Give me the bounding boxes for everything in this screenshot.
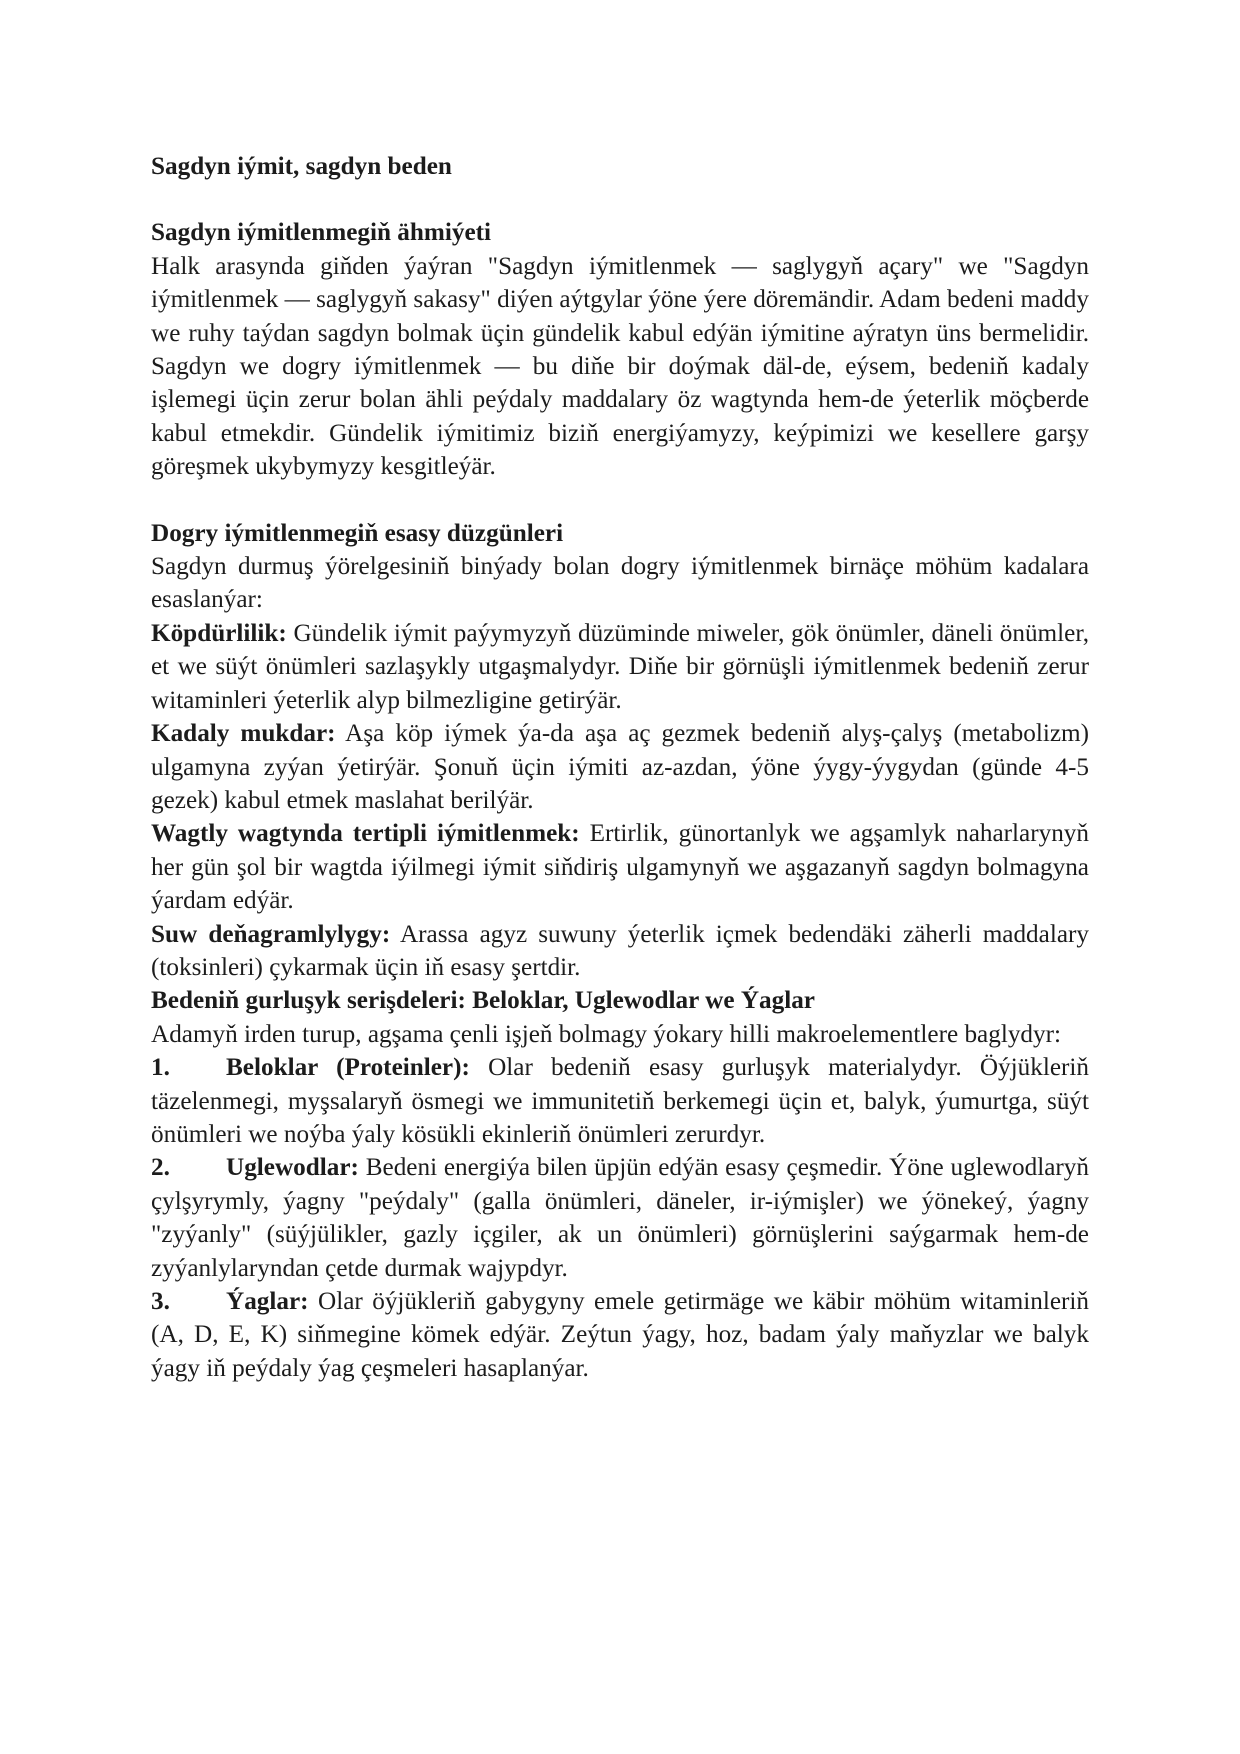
rule-text: Aşa köp iýmek ýa-da aşa aç gezmek bedeniň alyş-çalyş (metabolizm) ulgamyna zyýan ýetirýär. Şonuň üçin iýmiti az-azdan, ýöne ýygy-ýygydan (günde 4-5 gezek) kabul etmek maslahat berilýär. [151, 720, 1090, 814]
section-heading-rules: Dogry iýmitlenmegiň esasy düzgünleri [151, 519, 564, 547]
rule-text: Gündelik iýmit paýymyzyň düzüminde miweler, gök önümler, däneli önümler, et we süýt önümleri sazlaşykly utgaşmalydyr. Diňe bir görnüşli iýmitlenmek bedeniň zerur witaminleri ýeterlik alyp bilmezligine getirýär. [151, 619, 1089, 714]
item-text: Olar öýjükleriň gabygyny emele getirmäge we käbir möhüm witaminleriň (A, D, E, K) siňmegine kömek edýär. Zeýtun ýagy, hoz, badam ýaly maňyzlar we balyk ýagy iň peýdaly ýag çeşmeleri hasaplanýar. [151, 1288, 1089, 1382]
rule-item [151, 617, 1089, 717]
rule-item [151, 717, 1089, 817]
section-heading-macronutrients: Bedeniň gurluşyk serişdeleri: Beloklar, Uglewodlar we Ýaglar [151, 987, 815, 1015]
rule-item [151, 817, 1089, 917]
document-page [151, 150, 1089, 1385]
document-title: Sagdyn iýmit, sagdyn beden [151, 153, 452, 180]
rule-term: Wagtly wagtynda tertipli iýmitlenmek: [151, 820, 580, 848]
rule-item [151, 918, 1089, 985]
item-term: Beloklar (Proteinler): [226, 1054, 470, 1082]
item-text: Olar bedeniň esasy gurluşyk materialydyr. Öýjükleriň täzelenmegi, myşsalaryň ösmegi we immunitetiň berkemegi üçin et, balyk, ýumurtga, süýt önümleri we noýba ýaly kösükli ekinleriň önümleri zerurdyr. [151, 1054, 1089, 1148]
section-gap [151, 484, 1089, 517]
item-term: Uglewodlar: [226, 1154, 359, 1182]
rule-text: Arassa agyz suwuny ýeterlik içmek bedendäki zäherli maddalary (toksinleri) çykarmak üçin iň esasy şertdir. [151, 920, 1089, 981]
item-number: 2. [151, 1154, 170, 1182]
numbered-item [151, 1285, 1089, 1385]
rule-term: Köpdürlilik: [151, 619, 287, 647]
numbered-item [151, 1151, 1089, 1285]
rule-term: Suw deňagramlylygy: [151, 920, 391, 948]
rules-intro: Sagdyn durmuş ýörelgesiniň binýady bolan dogry iýmitlenmek birnäçe möhüm kadalara esaslanýar: [151, 553, 1089, 614]
item-number: 1. [151, 1054, 170, 1082]
section-paragraph-importance: Halk arasynda giňden ýaýran "Sagdyn iýmitlenmek — saglygyň açary" we "Sagdyn iýmitlenmek — saglygyň sakasy" diýen aýtgylar ýöne ýere döremändir. Adam bedeni maddy we ruhy taýdan sagdyn bolmak üçin gündelik kabul edýän iýmitine aýratyn üns bermelidir. Sagdyn we dogry iýmitlenmek — bu diňe bir doýmak däl-de, eýsem, bedeniň kadaly işlemegi üçin zerur bolan ähli peýdaly maddalary öz wagtynda hem-de ýeterlik möçberde kabul etmekdir. Gündelik iýmitimiz biziň energiýamyzy, keýpimizi we kesellere garşy göreşmek ukybymyzy kesgitleýär. [151, 252, 1089, 481]
numbered-item [151, 1051, 1089, 1151]
item-text: Bedeni energiýa bilen üpjün edýän esasy çeşmedir. Ýöne uglewodlaryň çylşyrymly, ýagny "peýdaly" (galla önümleri, däneler, ir-iýmişler) we ýönekeý, ýagny "zyýanly" (süýjülikler, gazly içgiler, ak un önümleri) görnüşlerini saýgarmak hem-de zyýanlylaryndan çetde durmak wajypdyr. [151, 1154, 1089, 1282]
section-heading-importance: Sagdyn iýmitlenmegiň ähmiýeti [151, 219, 492, 247]
macronutrients-intro: Adamyň irden turup, agşama çenli işjeň bolmagy ýokary hilli makroelementlere baglydyr: [151, 1020, 1061, 1048]
item-term: Ýaglar: [226, 1288, 309, 1315]
item-number: 3. [151, 1288, 170, 1315]
rule-text: Ertirlik, günortanlyk we agşamlyk naharlarynyň her gün şol bir wagtda iýilmegi iýmit siňdiriş ulgamynyň we aşgazanyň sagdyn bolmagyna ýardam edýär. [151, 820, 1089, 915]
rule-term: Kadaly mukdar: [151, 720, 336, 748]
